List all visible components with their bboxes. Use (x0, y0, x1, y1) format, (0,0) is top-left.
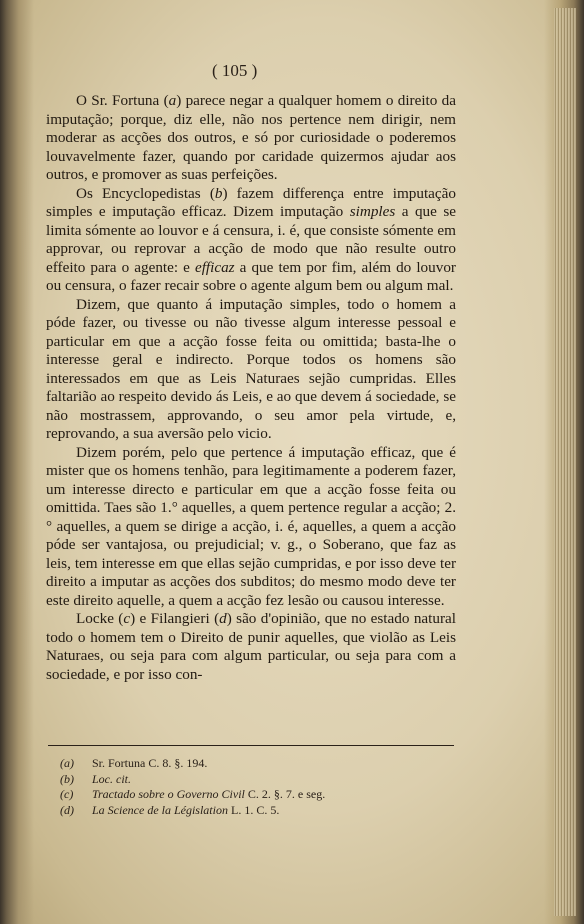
paragraph (46, 92, 456, 185)
text-run: O Sr. Fortuna ( (76, 92, 169, 109)
text-run: C. 2. §. 7. e seg. (244, 787, 326, 801)
text-run: Sr. Fortuna C. 8. §. 194. (92, 756, 208, 770)
italic-text-run: c (123, 610, 131, 627)
paragraph (46, 296, 456, 444)
italic-text-run: Loc. cit. (92, 771, 131, 786)
footnote-mark: (d) (60, 802, 74, 817)
footnote-mark: (a) (60, 756, 74, 770)
text-run: a que tem por fim, além do louvor ou censura, o fazer recair sobre o agente algum bem ou algum mal. (46, 258, 456, 294)
text-run: ) são d'opinião, que no estado natural todo o homem tem o Direito de punir aquelles, que violão as Leis Naturaes, ou seja para com algum particular, ou seja para com a sociedade, e por isso con- (46, 610, 456, 683)
italic-text-run: d (219, 610, 227, 627)
paragraph (46, 185, 456, 296)
italic-text-run: simples (349, 203, 396, 220)
footnote-mark: (b) (60, 771, 74, 786)
text-run: Dizem, que quanto á imputação simples, todo o homem a póde fazer, ou tivesse ou não tivesse algum interesse pessoal e particular em que a acção fosse feita ou omittida; basta-lhe o interesse geral e indirecto. Porque todos os homens são interessados em que as Leis Naturaes sejão cumpridas. Elles faltarião ao respeito devido ás Leis, e ao que devem á sociedade, se não mostrassem, approvando, o seu amor pela virtude, e, reprovando, a sua aversão pelo vicio. (46, 295, 456, 442)
text-run: ) parece negar a qualquer homem o direito da imputação; porque, diz elle, não nos pertence nem dirigir, nem moderar as acções dos outros, e só por curiosidade o poderemos louvavelmente fazer, quando por caridade quizermos ajudar aos outros, e promover as suas perfeições. (46, 92, 456, 183)
italic-text-run: a (168, 92, 177, 109)
text-run: Locke ( (76, 610, 124, 627)
italic-text-run: Tractado sobre o Governo Civil (92, 787, 245, 801)
text-run: L. 1. C. 5. (227, 802, 280, 817)
footnote (60, 803, 440, 819)
page-edge (544, 0, 584, 924)
text-run: Dizem porém, pelo que pertence á imputação efficaz, que é mister que os homens tenhão, para legitimamente a poderem fazer, um interesse directo e particular em que a acção fosse feita ou omittida. Taes são 1.° aquelles, a quem pertence regular a acção; 2.° aquelles, a quem se dirige a acção, i. é, aquelles, a quem a acção póde ser vantajosa, ou prejudicial; v. g., o Soberano, que faz as leis, tem interesse em que ellas sejão cumpridas, e por isso deve ter direito a imputar as acções dos subditos; do mesmo modo deve ter este direito aquelle, a quem a acção fez lesão ou causou interesse. (46, 443, 456, 609)
text-run: Os Encyclopedistas ( (76, 184, 215, 202)
footnote (60, 756, 440, 772)
paragraph (46, 610, 456, 684)
page-gutter-shadow (0, 0, 34, 924)
italic-text-run: efficaz (194, 258, 235, 276)
footnote (60, 787, 440, 803)
footnotes (60, 756, 440, 818)
footnote-rule (48, 745, 454, 746)
page-number: ( 105 ) (212, 61, 258, 80)
italic-text-run: b (214, 184, 223, 202)
text-run: a que se limita sómente ao louvor e á censura, i. é, que consiste sómente em approvar, ou reprovar a acção de modo que não resulte outro effeito para o agente: e (46, 203, 456, 276)
text-run: ) e Filangieri ( (130, 610, 220, 627)
italic-text-run: La Science de la Législation (92, 802, 228, 817)
body-text (46, 92, 456, 684)
footnote (60, 772, 440, 788)
paragraph (46, 444, 456, 611)
text-run: ) fazem differença entre imputação simples e imputação efficaz. Dizem imputação (46, 184, 456, 220)
footnote-mark: (c) (60, 787, 74, 801)
